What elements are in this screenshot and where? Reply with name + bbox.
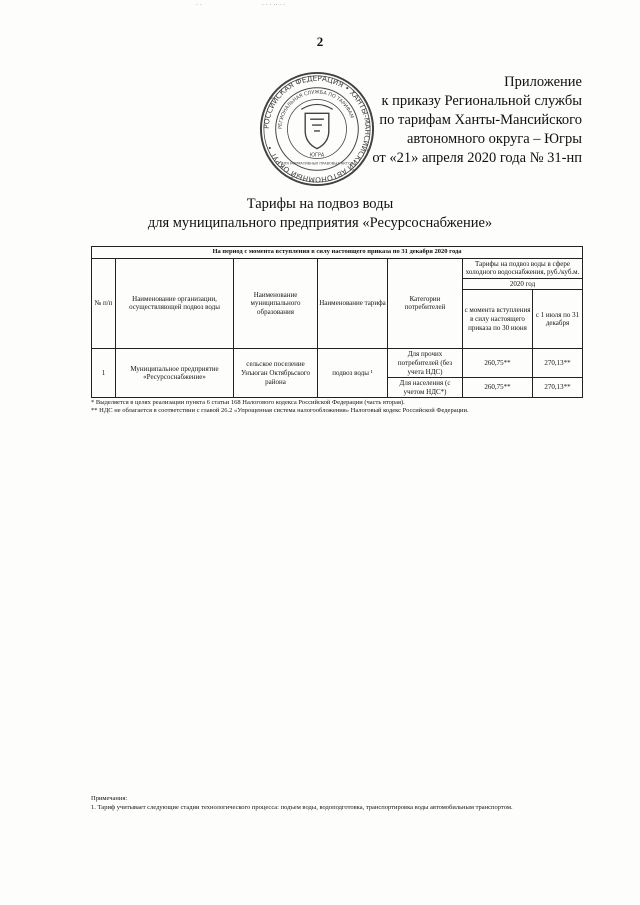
appendix-header xyxy=(372,73,582,168)
table-header-row xyxy=(92,258,583,278)
header-category: Категории потребителей xyxy=(388,258,463,349)
appendix-line-1: Приложение xyxy=(504,74,582,90)
row-org: Муниципальное предприятие «Ресурсоснабжение» xyxy=(116,349,234,398)
footnote-1: * Выделяется в целях реализации пункта 6 статьи 168 Налогового кодекса Российской Федерации (часть вторая). xyxy=(91,399,405,406)
row-num: 1 xyxy=(92,349,116,398)
note-1: 1. Тариф учитывает следующие стадии технологического процесса: подъем воды, водоподготовка, транспортировка воды автомобильным транспортом. xyxy=(91,803,513,811)
row-category-2-p2: 270,13** xyxy=(533,378,583,398)
header-period-1: с момента вступления в силу настоящего приказа по 30 июня xyxy=(463,290,533,349)
row-category-1-p1: 260,75** xyxy=(463,349,533,378)
page-number: 2 xyxy=(316,34,324,49)
header-tariff-group: Тарифы на подвоз воды в сфере холодного водоснабжения, руб./куб.м. xyxy=(463,258,583,278)
scan-mark-top: · · · ·· · · xyxy=(262,2,285,9)
header-num: № п/п xyxy=(92,258,116,349)
tariff-table xyxy=(91,246,583,398)
title-line-2: для муниципального предприятия «Ресурсоснабжение» xyxy=(147,215,493,231)
title-line-1: Тарифы на подвоз воды xyxy=(246,196,394,212)
row-municipality: сельское поселение Унъюган Октябрьского района xyxy=(234,349,318,398)
footnote-2: ** НДС не облагается в соответствии с главой 26.2 «Упрощенная система налогообложения» Налоговый кодекс Российской Федерации. xyxy=(91,407,469,415)
coat-of-arms-icon xyxy=(301,104,332,148)
footnotes xyxy=(91,399,582,416)
appendix-line-5: от «21» апреля 2020 года № 31-нп xyxy=(372,150,582,166)
seal-center-text: ЮГРА xyxy=(309,152,325,159)
seal-outer-text: РОССИЙСКАЯ ФЕДЕРАЦИЯ • ХАНТЫ-МАНСИЙСКИЙ АВТОНОМНЫЙ ОКРУГ • xyxy=(261,73,373,185)
header-tariff-name: Наименование тарифа xyxy=(318,258,388,349)
seal-inner-text: РЕГИОНАЛЬНАЯ СЛУЖБА ПО ТАРИФАМ xyxy=(277,89,355,130)
row-category-1: Для прочих потребителей (без учета НДС) xyxy=(388,349,463,378)
header-org: Наименование организации, осуществляющей подвоз воды xyxy=(116,258,234,349)
appendix-line-2: к приказу Региональной службы xyxy=(381,93,582,109)
seal-bottom-text: ДЛЯ НОРМАТИВНЫХ ПРАВОВЫХ АКТОВ xyxy=(280,161,354,166)
header-period-2: с 1 июля по 31 декабря xyxy=(533,290,583,349)
scan-mark-left: · · xyxy=(196,2,202,9)
header-municipality: Наименование муниципального образования xyxy=(234,258,318,349)
document-title xyxy=(0,195,640,233)
row-category-2-p1: 260,75** xyxy=(463,378,533,398)
row-tariff-name: подвоз воды ¹ xyxy=(318,349,388,398)
period-cell: На период с момента вступления в силу настоящего приказа по 31 декабря 2020 года xyxy=(92,247,583,259)
table-period-row xyxy=(92,247,583,259)
row-category-2: Для населения (с учетом НДС*) xyxy=(388,378,463,398)
official-seal xyxy=(258,70,376,188)
notes xyxy=(91,795,582,812)
row-category-1-p2: 270,13** xyxy=(533,349,583,378)
header-year: 2020 год xyxy=(463,278,583,290)
notes-heading: Примечания: xyxy=(91,795,128,802)
table-row xyxy=(92,349,583,378)
appendix-line-3: по тарифам Ханты-Мансийского xyxy=(379,112,582,128)
appendix-line-4: автономного округа – Югры xyxy=(406,131,582,147)
